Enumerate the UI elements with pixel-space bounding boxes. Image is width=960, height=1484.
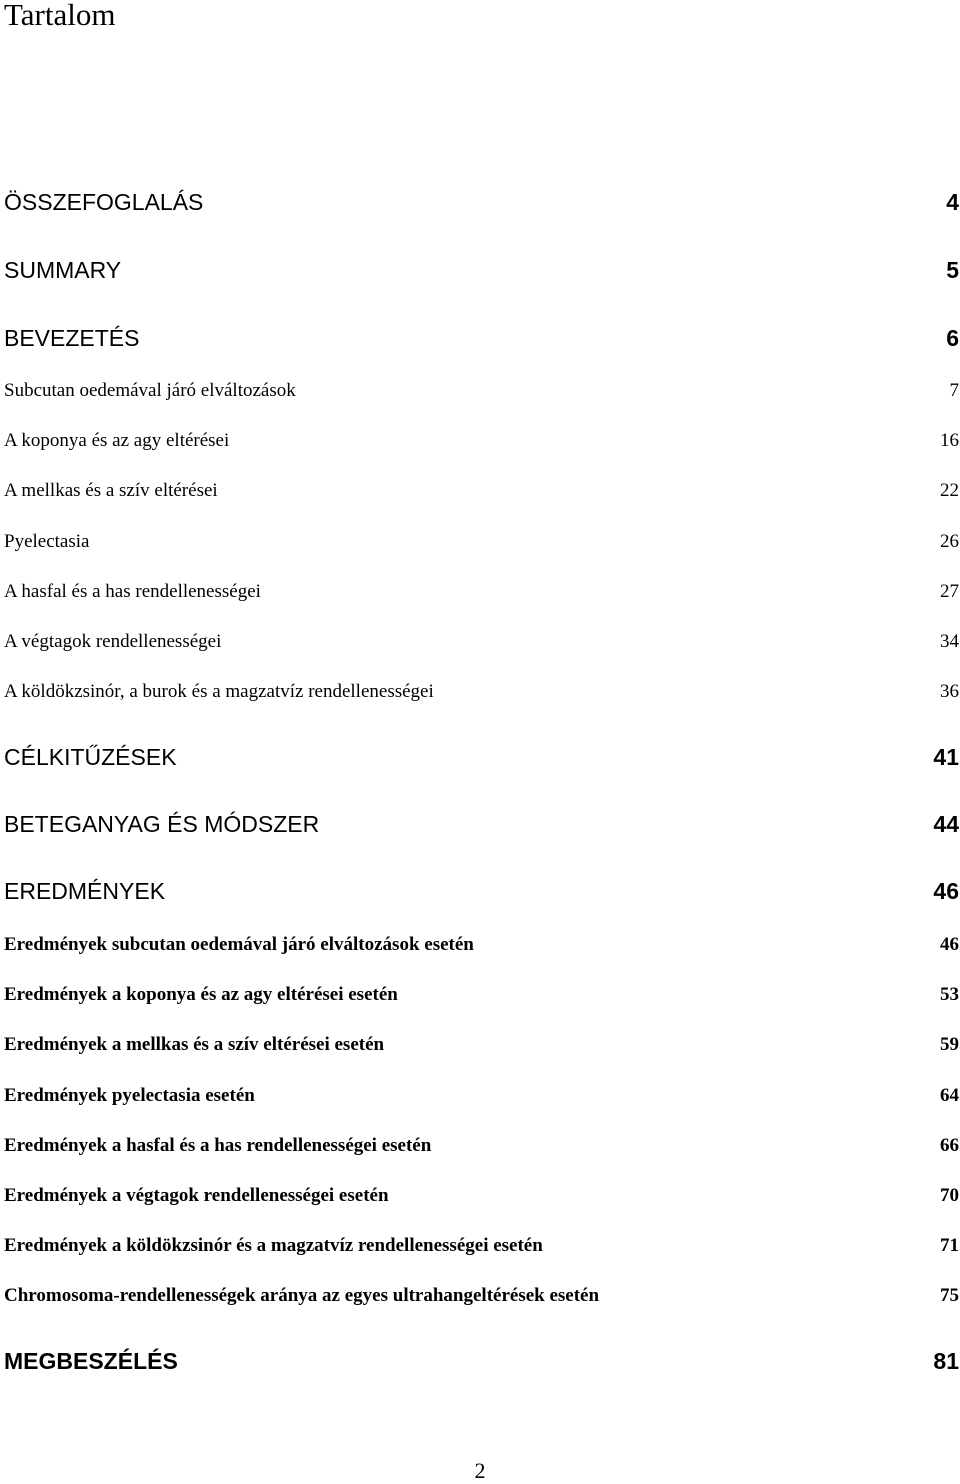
toc-entry-eredmenyek-vegtagok[interactable] xyxy=(4,1184,959,1208)
toc-entry-title: A mellkas és a szív eltérései xyxy=(4,480,218,501)
toc-entry-page: 36 xyxy=(940,681,959,702)
toc-entry-title: SUMMARY xyxy=(4,257,122,283)
toc-entry-eredmenyek-pyelectasia[interactable] xyxy=(4,1084,959,1108)
toc-entry-page: 27 xyxy=(940,581,959,602)
toc-entry-title: MEGBESZÉLÉS xyxy=(4,1348,178,1374)
toc-entry-page: 6 xyxy=(946,325,959,351)
toc-entry-page: 64 xyxy=(940,1085,959,1106)
toc-entry-subcutan-oedema[interactable] xyxy=(4,379,959,403)
toc-entry-page: 44 xyxy=(933,811,959,837)
toc-entry-summary[interactable] xyxy=(4,255,959,285)
toc-entry-vegtagok[interactable] xyxy=(4,630,959,654)
toc-entry-page: 34 xyxy=(940,631,959,652)
toc-entry-bevezetes[interactable] xyxy=(4,323,959,353)
toc-entry-eredmenyek-subcutan[interactable] xyxy=(4,933,959,957)
page-title: Tartalom xyxy=(4,0,116,32)
toc-entry-pyelectasia[interactable] xyxy=(4,530,959,554)
toc-entry-page: 59 xyxy=(940,1034,959,1055)
toc-entry-page: 75 xyxy=(940,1285,959,1306)
toc-entry-title: EREDMÉNYEK xyxy=(4,878,166,904)
toc-entry-eredmenyek-koldokzsinor[interactable] xyxy=(4,1234,959,1258)
toc-entry-page: 46 xyxy=(940,934,959,955)
toc-entry-beteganyag-modszer[interactable] xyxy=(4,809,959,839)
toc-entry-title: CÉLKITŰZÉSEK xyxy=(4,744,177,770)
toc-entry-koponya-agy[interactable] xyxy=(4,429,959,453)
toc-entry-eredmenyek-koponya[interactable] xyxy=(4,983,959,1007)
toc-entry-title: A hasfal és a has rendellenességei xyxy=(4,581,261,602)
toc-entry-title: ÖSSZEFOGLALÁS xyxy=(4,189,204,215)
toc-entry-title: Pyelectasia xyxy=(4,531,90,552)
toc-entry-mellkas-sziv[interactable] xyxy=(4,479,959,503)
toc-entry-title: Eredmények a hasfal és a has rendellenességei esetén xyxy=(4,1135,432,1156)
toc-entry-page: 70 xyxy=(940,1185,959,1206)
toc-entry-title: BEVEZETÉS xyxy=(4,325,140,351)
toc-entry-page: 66 xyxy=(940,1135,959,1156)
toc-entry-page: 16 xyxy=(940,430,959,451)
toc-entry-chromosoma[interactable] xyxy=(4,1284,959,1308)
toc-entry-title: Subcutan oedemával járó elváltozások xyxy=(4,380,296,401)
toc-entry-title: Eredmények subcutan oedemával járó elváltozások esetén xyxy=(4,934,474,955)
toc-entry-megbeszeles[interactable] xyxy=(4,1346,959,1376)
toc-entry-page: 5 xyxy=(946,257,959,283)
toc-entry-title: Eredmények a köldökzsinór és a magzatvíz rendellenességei esetén xyxy=(4,1235,543,1256)
toc-entry-title: Eredmények a koponya és az agy eltérései esetén xyxy=(4,984,398,1005)
toc-entry-page: 71 xyxy=(940,1235,959,1256)
toc-entry-title: Eredmények a végtagok rendellenességei esetén xyxy=(4,1185,389,1206)
toc-entry-title: A végtagok rendellenességei xyxy=(4,631,222,652)
toc-entry-koldokzsinor-burok[interactable] xyxy=(4,680,959,704)
toc-entry-page: 22 xyxy=(940,480,959,501)
toc-entry-page: 7 xyxy=(949,380,959,401)
toc-entry-page: 4 xyxy=(946,189,959,215)
toc-entry-title: BETEGANYAG ÉS MÓDSZER xyxy=(4,811,320,837)
toc-entry-osszefoglalas[interactable] xyxy=(4,187,959,217)
toc-entry-page: 41 xyxy=(933,744,959,770)
toc-entry-title: A koponya és az agy eltérései xyxy=(4,430,230,451)
page-number: 2 xyxy=(474,1458,486,1483)
toc-entry-eredmenyek[interactable] xyxy=(4,876,959,906)
toc-entry-page: 53 xyxy=(940,984,959,1005)
toc-entry-title: Eredmények a mellkas és a szív eltérései esetén xyxy=(4,1034,385,1055)
toc-entry-title: Eredmények pyelectasia esetén xyxy=(4,1085,255,1106)
toc-entry-page: 46 xyxy=(933,878,959,904)
toc-entry-page: 26 xyxy=(940,531,959,552)
toc-entry-celkituzesek[interactable] xyxy=(4,742,959,772)
toc-entry-hasfal-has[interactable] xyxy=(4,580,959,604)
toc-entry-page: 81 xyxy=(933,1348,959,1374)
toc-entry-eredmenyek-mellkas[interactable] xyxy=(4,1033,959,1057)
toc-entry-title: A köldökzsinór, a burok és a magzatvíz rendellenességei xyxy=(4,681,434,702)
toc-entry-eredmenyek-hasfal[interactable] xyxy=(4,1134,959,1158)
toc-entry-title: Chromosoma-rendellenességek aránya az egyes ultrahangeltérések esetén xyxy=(4,1285,600,1306)
